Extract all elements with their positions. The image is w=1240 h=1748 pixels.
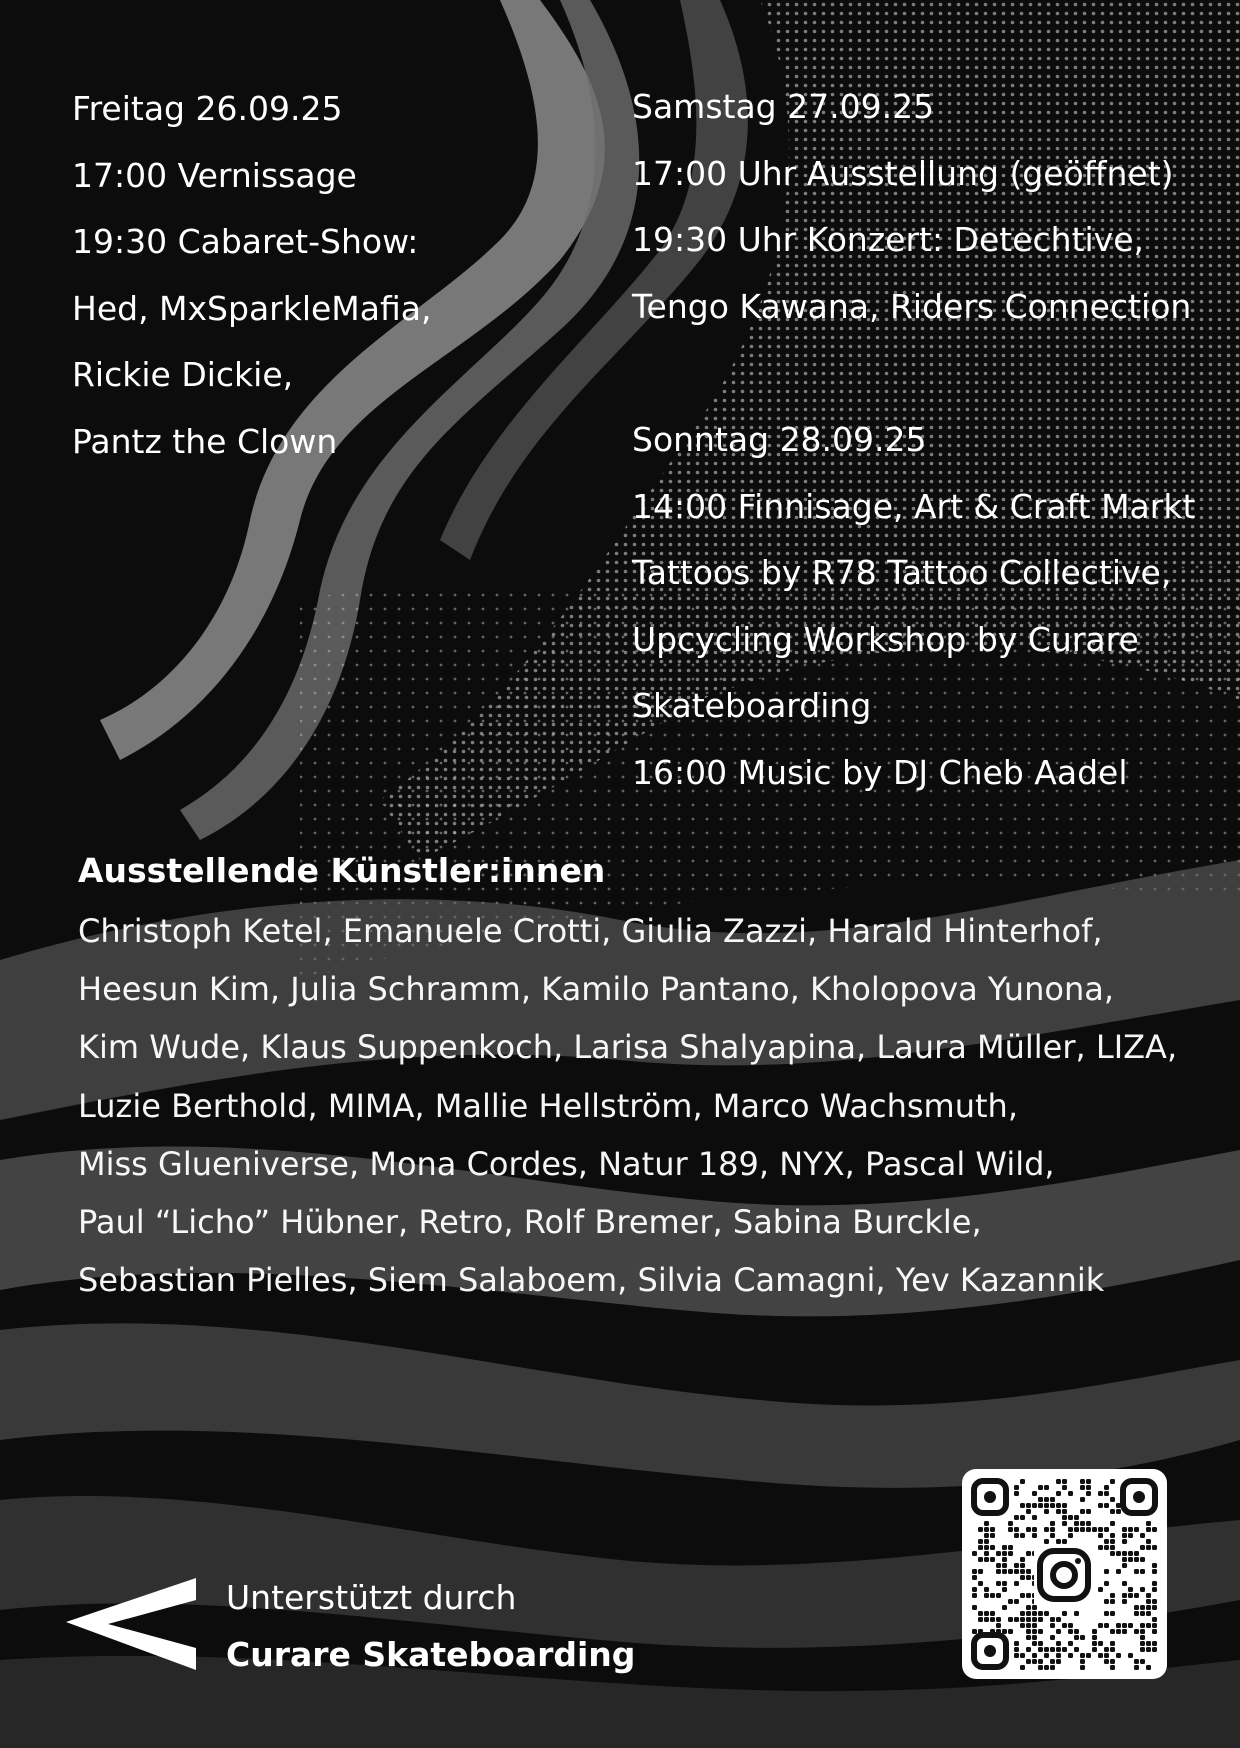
- artists-section: [78, 848, 1178, 1309]
- saturday-line: Tengo Kawana, Riders Connection: [632, 286, 1192, 326]
- support-block: [226, 1572, 635, 1686]
- sunday-line: Skateboarding: [632, 686, 872, 725]
- friday-date: Freitag 26.09.25: [72, 89, 343, 128]
- sunday-line: Upcycling Workshop by Curare: [632, 619, 1139, 659]
- a-logo-icon: [66, 1578, 196, 1670]
- instagram-icon: [1034, 1545, 1094, 1605]
- friday-schedule: [72, 76, 432, 475]
- sunday-line: 14:00 Finnisage, Art & Craft Markt: [632, 486, 1196, 526]
- friday-line: Rickie Dickie,: [72, 355, 294, 394]
- friday-line: Pantz the Clown: [72, 421, 338, 461]
- spacer: [632, 340, 1195, 407]
- sunday-date: Sonntag 28.09.25: [632, 420, 927, 459]
- saturday-line: 19:30 Uhr Konzert: Detechtive,: [632, 220, 1144, 259]
- friday-line: 17:00 Vernissage: [72, 155, 357, 195]
- friday-line: Hed, MxSparkleMafia,: [72, 288, 432, 328]
- sponsor-name: Curare Skateboarding: [226, 1635, 636, 1674]
- support-label: Unterstützt durch: [226, 1578, 517, 1617]
- sunday-line: Tattoos by R78 Tattoo Collective,: [632, 553, 1172, 592]
- artists-line: Heesun Kim, Julia Schramm, Kamilo Pantano, Kholopova Yunona,: [78, 970, 1114, 1009]
- saturday-line: 17:00 Uhr Ausstellung (geöffnet): [632, 153, 1174, 193]
- artists-line: Kim Wude, Klaus Suppenkoch, Larisa Shalyapina, Laura Müller, LIZA,: [78, 1028, 1178, 1067]
- friday-line: 19:30 Cabaret-Show:: [72, 222, 419, 261]
- artists-line: Christoph Ketel, Emanuele Crotti, Giulia Zazzi, Harald Hinterhof,: [78, 912, 1103, 950]
- saturday-date: Samstag 27.09.25: [632, 87, 935, 126]
- weekend-schedule: [632, 74, 1195, 806]
- artists-line: Miss Glueniverse, Mona Cordes, Natur 189, NYX, Pascal Wild,: [78, 1144, 1055, 1183]
- qr-code-icon[interactable]: [962, 1469, 1167, 1679]
- artists-heading: Ausstellende Künstler:innen: [78, 851, 606, 890]
- sunday-line: 16:00 Music by DJ Cheb Aadel: [632, 752, 1128, 792]
- artists-line: Sebastian Pielles, Siem Salaboem, Silvia Camagni, Yev Kazannik: [78, 1261, 1105, 1300]
- artists-line: Luzie Berthold, MIMA, Mallie Hellström, Marco Wachsmuth,: [78, 1086, 1018, 1125]
- artists-line: Paul “Licho” Hübner, Retro, Rolf Bremer, Sabina Burckle,: [78, 1203, 982, 1242]
